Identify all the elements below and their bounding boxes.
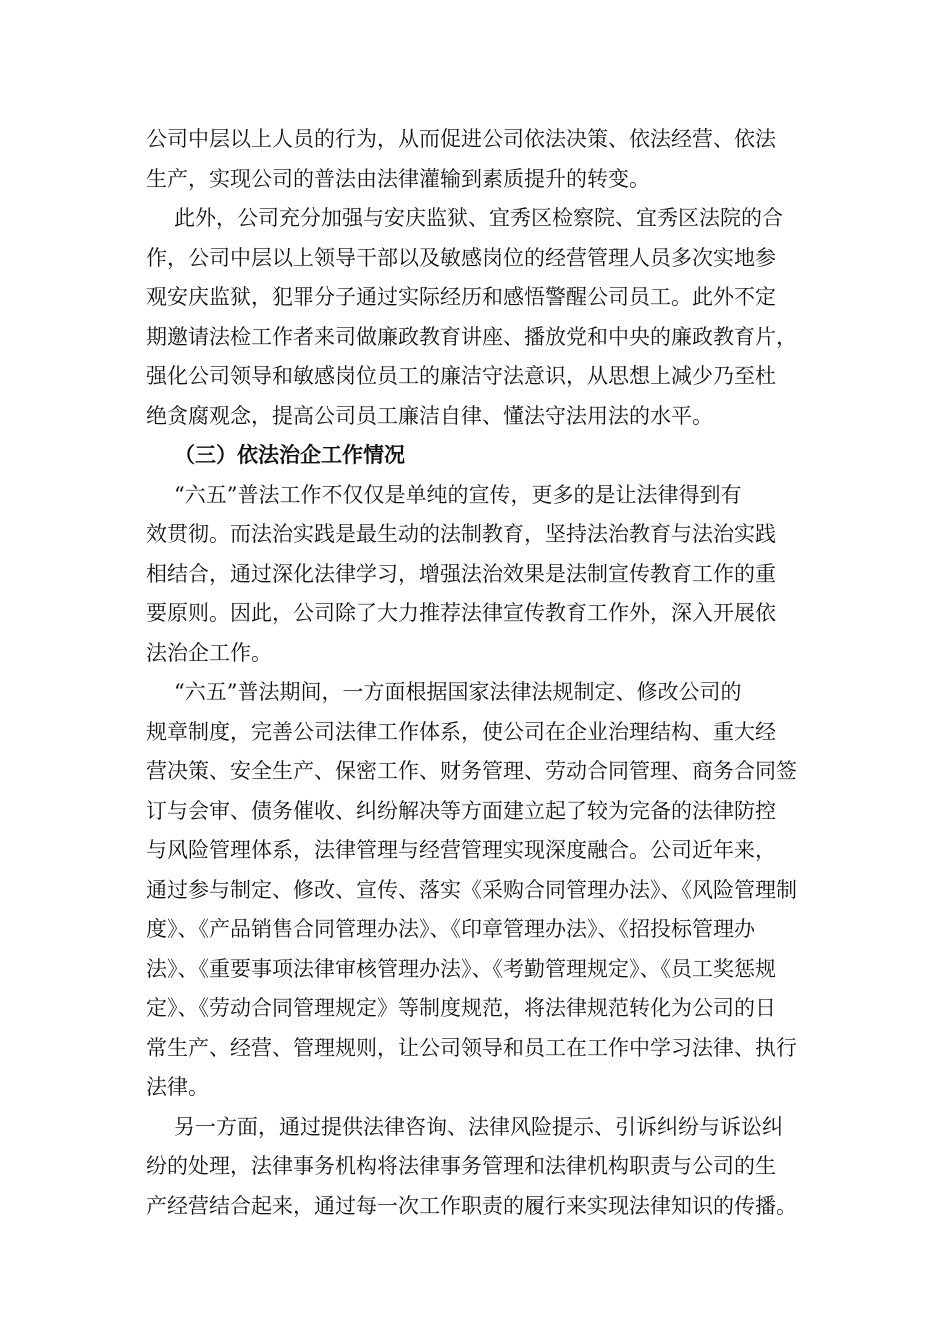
paragraph-2 (146, 199, 818, 436)
text-line: 公司中层以上人员的行为，从而促进公司依法决策、依法经营、依法 (146, 127, 776, 151)
text-line: 要原则。因此，公司除了大力推荐法律宣传教育工作外，深入开展依 (146, 601, 776, 625)
paragraph-4 (146, 673, 818, 1108)
text-line: 度》、《产品销售合同管理办法》、《印章管理办法》、《招投标管理办 (146, 917, 755, 941)
section-heading: （三）依法治企工作情况 (174, 443, 405, 467)
text-line: 法律。 (146, 1075, 209, 1099)
paragraph-3 (146, 476, 818, 674)
text-line: 此外，公司充分加强与安庆监狱、宜秀区检察院、宜秀区法院的合 (174, 206, 783, 230)
text-line: 期邀请法检工作者来司做廉政教育讲座、播放党和中央的廉政教育片， (146, 324, 797, 349)
text-line: 定》、《劳动合同管理规定》等制度规范，将法律规范转化为公司的日 (146, 996, 776, 1020)
text-line: 法》、《重要事项法律审核管理办法》、《考勤管理规定》、《员工奖惩规 (146, 956, 776, 981)
text-line: 纷的处理，法律事务机构将法律事务管理和法律机构职责与公司的生 (146, 1154, 776, 1178)
text-line: 通过参与制定、修改、宣传、落实《采购合同管理办法》、《风险管理制 (146, 877, 797, 902)
text-line: 生产，实现公司的普法由法律灌输到素质提升的转变。 (146, 166, 650, 191)
text-line: 与风险管理体系，法律管理与经营管理实现深度融合。公司近年来， (146, 838, 776, 862)
text-line: 法治企工作。 (146, 640, 272, 665)
text-line: 强化公司领导和敏感岗位员工的廉洁守法意识，从思想上减少乃至杜 (146, 364, 776, 388)
text-line: 作，公司中层以上领导干部以及敏感岗位的经营管理人员多次实地参 (146, 245, 776, 270)
text-line: 另一方面，通过提供法律咨询、法律风险提示、引诉纠纷与诉讼纠 (174, 1114, 783, 1139)
text-line: 产经营结合起来，通过每一次工作职责的履行来实现法律知识的传播。 (146, 1193, 797, 1218)
document-page (146, 120, 818, 1226)
text-line: 常生产、经营、管理规则，让公司领导和员工在工作中学习法律、执行 (146, 1035, 797, 1060)
text-line: 效贯彻。而法治实践是最生动的法制教育，坚持法治教育与法治实践 (146, 522, 776, 546)
paragraph-1 (146, 120, 818, 199)
text-line: 相结合，通过深化法律学习，增强法治效果是法制宣传教育工作的重 (146, 561, 776, 586)
paragraph-5 (146, 1108, 818, 1227)
text-line: “六五”普法工作不仅仅是单纯的宣传，更多的是让法律得到有 (174, 482, 742, 507)
text-line: 规章制度，完善公司法律工作体系，使公司在企业治理结构、重大经 (146, 719, 776, 744)
text-line: 绝贪腐观念，提高公司员工廉洁自律、懂法守法用法的水平。 (146, 403, 713, 428)
text-line: 观安庆监狱，犯罪分子通过实际经历和感悟警醒公司员工。此外不定 (146, 285, 776, 309)
text-line: 订与会审、债务催收、纠纷解决等方面建立起了较为完备的法律防控 (146, 798, 776, 823)
text-line: 营决策、安全生产、保密工作、财务管理、劳动合同管理、商务合同签 (146, 759, 797, 783)
text-line: “六五”普法期间，一方面根据国家法律法规制定、修改公司的 (174, 680, 742, 704)
